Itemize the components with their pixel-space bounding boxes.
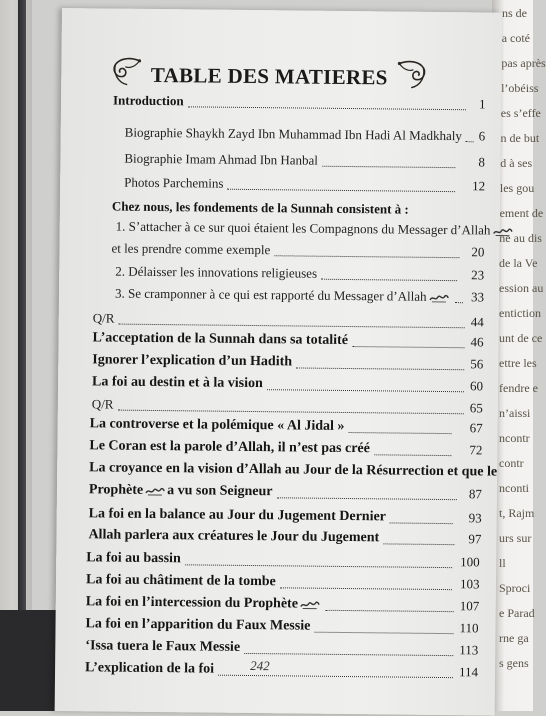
toc-entry-text: Q/R (91, 396, 114, 412)
next-page-text-fragment: d à ses (500, 156, 533, 170)
toc-leader-dots (274, 253, 459, 258)
toc-page-number: 107 (459, 598, 480, 614)
toc-entry-text: 2. Délaisser les innovations religieuses (115, 263, 318, 281)
toc-entry-label (86, 594, 322, 612)
toc-entry-text: 1. S’attacher à ce sur quoi étaient les Compagnons du Messager d’Allah (115, 218, 491, 238)
toc-entry-text: 3. Se cramponner à ce qui est rapporté du Messager d’Allah (114, 285, 427, 304)
toc-entry-text: La croyance en la vision d’Allah au Jour de la Résurrection et que le (89, 460, 498, 480)
next-page-text-fragment: unt de ce (499, 331, 543, 345)
toc-entry-text: et les prendre comme exemple (111, 240, 271, 258)
toc-entry-label (115, 286, 451, 306)
toc-leader-dots (244, 651, 453, 656)
next-page-text-fragment: ll (499, 556, 506, 570)
next-page-text-fragment: s gens (499, 656, 529, 670)
right-ornament-icon (395, 57, 429, 89)
toc-entry-label (89, 482, 273, 500)
next-page-text-fragment: ncontr (499, 431, 530, 445)
toc-entry-label (125, 125, 462, 145)
next-page-text-fragment: n de but (500, 131, 540, 145)
toc-leader-dots (326, 608, 454, 612)
toc-page-number: 46 (470, 334, 484, 350)
toc-page-number: 8 (478, 154, 485, 170)
toc-entry-text: La foi au destin et à la vision (92, 374, 263, 392)
toc-entry-label (86, 550, 181, 567)
toc-entry-label (111, 241, 270, 259)
toc-leader-dots (349, 430, 452, 434)
toc-leader-dots (314, 630, 453, 634)
toc-entry-text: Biographie Imam Ahmad Ibn Hanbal (124, 150, 319, 168)
toc-entry-text: La controverse et la polémique « Al Jidal » (89, 416, 345, 434)
table-of-contents-page (55, 8, 502, 716)
next-page-text-fragment: rne ga (499, 631, 529, 645)
toc-leader-dots (280, 585, 452, 590)
toc-page-number: 65 (469, 400, 483, 416)
toc-leader-dots (118, 408, 464, 415)
toc-page-number: 93 (468, 510, 482, 526)
toc-page-number: 6 (478, 128, 486, 144)
toc-page-number: 110 (459, 620, 479, 636)
toc-page-number: 56 (470, 356, 484, 372)
toc-leader-dots (455, 300, 463, 303)
calligraphy-salutation-icon (145, 486, 165, 496)
toc-entry-text: L’acceptation de la Sunnah dans sa totalité (92, 330, 349, 349)
toc-entry-text: La foi au châtiment de la tombe (85, 572, 276, 590)
toc-entry-text-continued: a vu son Seigneur (167, 483, 273, 500)
next-page-text-fragment: es s’effe (500, 106, 541, 120)
toc-page-number: 67 (469, 420, 483, 436)
toc-page-number: 12 (472, 178, 486, 194)
next-page-text-fragment: e Parad (499, 606, 535, 620)
book-spine (18, 0, 26, 711)
toc-entry-label (124, 175, 223, 192)
toc-page-number: 114 (458, 664, 479, 680)
calligraphy-salutation-icon (492, 227, 512, 237)
toc-leader-dots (321, 277, 457, 281)
toc-page-number: 20 (471, 244, 485, 260)
next-page-text-fragment: ettre les (499, 356, 537, 370)
next-page-text-fragment: fendre e (499, 381, 538, 395)
toc-entry-label (112, 199, 409, 218)
toc-entry-text: Ignorer l’explication d’un Hadith (92, 352, 293, 370)
toc-leader-dots (188, 104, 466, 110)
toc-entry-text: La foi au bassin (86, 550, 181, 567)
toc-entry-label (92, 374, 263, 392)
toc-entry-text: Prophète (88, 482, 144, 498)
next-page-text-fragment: n’aissi (499, 406, 531, 420)
toc-leader-dots (390, 520, 453, 524)
toc-leader-dots (352, 344, 464, 348)
toc-page-number: 60 (469, 378, 484, 394)
next-page-text-fragment: les gou (499, 181, 535, 195)
toc-entry-text: L’explication de la foi (85, 660, 215, 677)
toc-leader-dots (374, 452, 451, 456)
toc-entry-label (115, 264, 317, 282)
toc-entry-text: Photos Parchemins (124, 174, 224, 191)
next-page-text-fragment: Sproci (499, 581, 531, 595)
toc-entry-label (88, 527, 379, 546)
next-page-text-fragment: contr (499, 456, 524, 470)
toc-entry-text: Allah parlera aux créatures le Jour du Jugement (88, 527, 380, 546)
toc-page-number: 44 (470, 314, 484, 330)
toc-leader-dots (228, 187, 456, 192)
toc-entry-text: Chez nous, les fondements de la Sunnah consistent à : (111, 198, 409, 217)
page-number: 242 (250, 658, 270, 674)
toc-entry-label (90, 416, 345, 435)
toc-entry-text: Le Coran est la parole d’Allah, il n’est pas créé (89, 438, 370, 457)
toc-leader-dots (322, 164, 455, 168)
toc-page-number: 72 (469, 442, 483, 458)
toc-entry-text: La foi en la balance au Jour du Jugement Dernier (88, 506, 387, 525)
toc-page-number: 33 (470, 289, 485, 305)
next-page-text-fragment: de la Ve (499, 256, 538, 270)
toc-entry-label (89, 438, 370, 457)
toc-entry-label (85, 638, 240, 656)
next-page-text-fragment: ession au (499, 281, 544, 295)
toc-entry-label (92, 352, 292, 370)
next-page-text-fragment: ns de (502, 6, 527, 20)
book-cover-edge (0, 0, 32, 711)
toc-entry-text: La foi en l’intercession du Prophète (85, 594, 299, 612)
toc-entry-label (113, 93, 184, 110)
toc-leader-dots (267, 387, 464, 392)
next-page-text-fragment: entiction (499, 306, 541, 320)
toc-page-number: 87 (468, 486, 483, 502)
toc-entry-text: Q/R (92, 310, 115, 326)
page-title: TABLE DES MATIERES (150, 62, 388, 90)
next-page-text-fragment: ement de (499, 206, 544, 220)
calligraphy-salutation-icon (428, 293, 448, 303)
toc-entry-text: La foi en l’apparition du Faux Messie (85, 616, 311, 634)
toc-entry-label (85, 616, 310, 634)
toc-page-number: 100 (460, 554, 480, 570)
next-page-text-fragment: t, Rajm (499, 506, 535, 520)
toc-entry-label (89, 460, 497, 480)
next-page-text-fragment: pas après (501, 56, 546, 70)
toc-leader-dots (119, 322, 465, 329)
toc-page-number: 97 (468, 531, 482, 547)
toc-leader-dots (185, 562, 452, 568)
next-page-text-fragment: l’obéiss (501, 81, 539, 95)
next-page-text-fragment: nconti (499, 481, 529, 495)
toc-entry-label (92, 396, 114, 412)
toc-entry-label (85, 660, 214, 677)
calligraphy-salutation-icon (300, 599, 320, 609)
toc-entry-label (89, 506, 386, 525)
toc-entry-label (116, 219, 515, 239)
toc-leader-dots (383, 541, 454, 545)
toc-entry-text: Introduction (112, 92, 184, 109)
toc-entry-text: Biographie Shaykh Zayd Ibn Muhammad Ibn Hadi Al Madkhaly (124, 124, 462, 144)
toc-entry-label (124, 151, 318, 169)
next-page-text-fragment: a coté (501, 31, 530, 45)
book-cover-corner (0, 610, 60, 711)
toc-page-number: 23 (471, 267, 485, 283)
toc-page-number: 1 (478, 96, 486, 112)
next-page-text-fragment: urs sur (499, 531, 532, 545)
toc-entry-label (93, 310, 115, 326)
toc-entry-label (86, 572, 276, 590)
toc-entry-label (92, 330, 348, 349)
toc-leader-dots (466, 139, 474, 142)
toc-page-number: 113 (459, 642, 479, 658)
toc-leader-dots (296, 365, 464, 370)
toc-entry-text: ‘Issa tuera le Faux Messie (85, 638, 241, 655)
toc-page-number: 103 (459, 576, 480, 592)
left-ornament-icon (109, 55, 143, 87)
toc-leader-dots (277, 495, 457, 500)
next-page-text-fragment: ne au dis (499, 231, 542, 245)
